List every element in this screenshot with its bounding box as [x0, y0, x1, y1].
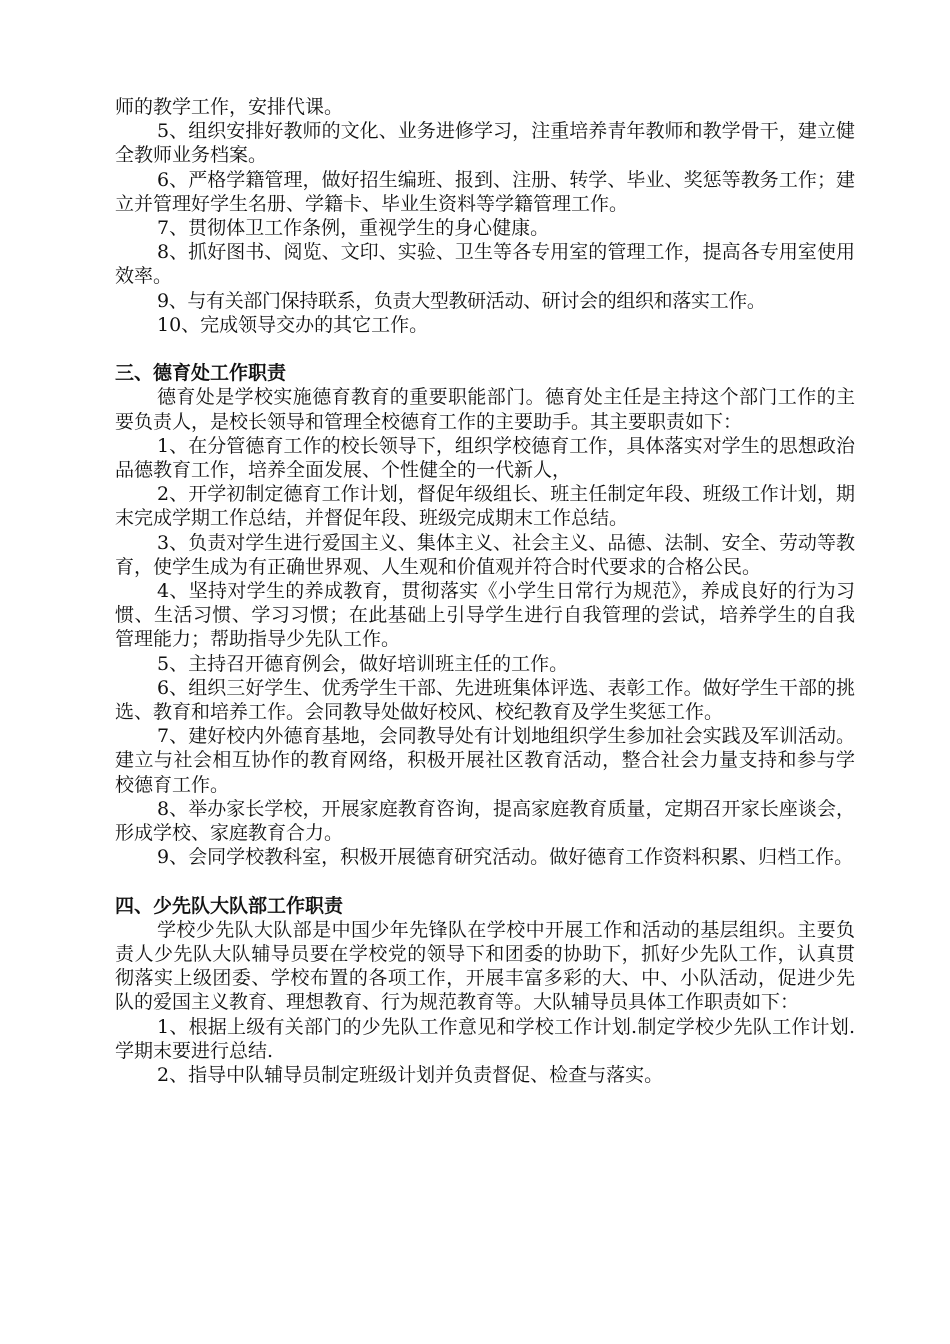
section4-heading: 四、少先队大队部工作职责	[115, 894, 344, 917]
section3-item: 4、坚持对学生的养成教育，贯彻落实《小学生日常行为规范》，养成良好的行为习惯、生活习惯、学习习惯；在此基础上引导学生进行自我管理的尝试，培养学生的自我管理能力；帮助指导少先队工作。	[115, 580, 855, 651]
section2-item-5: 5、组织安排好教师的文化、业务进修学习，注重培养青年教师和教学骨干，建立健全教师业务档案。	[115, 120, 855, 167]
section3-item: 1、在分管德育工作的校长领导下，组织学校德育工作，具体落实对学生的思想政治品德教育工作，培养全面发展、个性健全的一代新人，	[115, 434, 855, 482]
section3-heading: 三、德育处工作职责	[115, 362, 287, 385]
section2-continuation: 师的教学工作，安排代课。	[115, 96, 344, 118]
section4-item: 2、指导中队辅导员制定班级计划并负责督促、检查与落实。	[157, 1064, 664, 1087]
section2-item-8: 8、抓好图书、阅览、文印、实验、卫生等各专用室的管理工作，提高各专用室使用效率。	[115, 241, 855, 288]
section3-item: 6、组织三好学生、优秀学生干部、先进班集体评选、表彰工作。做好学生干部的挑选、教育和培养工作。会同教导处做好校风、校纪教育及学生奖惩工作。	[115, 676, 855, 724]
section2-item-6: 6、严格学籍管理，做好招生编班、报到、注册、转学、毕业、奖惩等教务工作；建立并管理好学生名册、学籍卡、毕业生资料等学籍管理工作。	[115, 168, 855, 215]
section4-intro: 学校少先队大队部是中国少年先锋队在学校中开展工作和活动的基层组织。主要负责人少先队大队辅导员要在学校党的领导下和团委的协助下，抓好少先队工作，认真贯彻落实上级团委、学校布置的各项工作，开展丰富多彩的大、中、小队活动，促进少先队的爱国主义教育、理想教育、行为规范教育等。大队辅导员具体工作职责如下：	[115, 918, 855, 1014]
section3-intro: 德育处是学校实施德育教育的重要职能部门。德育处主任是主持这个部门工作的主要负责人，是校长领导和管理全校德育工作的主要助手。其主要职责如下：	[115, 386, 855, 433]
section3-item: 7、建好校内外德育基地，会同教导处有计划地组织学生参加社会实践及军训活动。建立与社会相互协作的教育网络，积极开展社区教育活动，整合社会力量支持和参与学校德育工作。	[115, 725, 855, 796]
section2-item-9: 9、与有关部门保持联系，负责大型教研活动、研讨会的组织和落实工作。	[157, 289, 766, 312]
section3-item: 2、开学初制定德育工作计划，督促年级组长、班主任制定年段、班级工作计划，期末完成学期工作总结，并督促年段、班级完成期末工作总结。	[115, 483, 855, 530]
section2-item-10: 10、完成领导交办的其它工作。	[157, 313, 429, 336]
section3-item: 9、会同学校教科室，积极开展德育研究活动。做好德育工作资料积累、归档工作。	[157, 846, 854, 869]
document-page	[115, 95, 855, 1087]
section3-item: 8、举办家长学校，开展家庭教育咨询，提高家庭教育质量，定期召开家长座谈会，形成学校、家庭教育合力。	[115, 797, 855, 845]
blank-line	[115, 337, 855, 361]
section4-item: 1、根据上级有关部门的少先队工作意见和学校工作计划.制定学校少先队工作计划.学期末要进行总结.	[115, 1015, 855, 1062]
blank-line	[115, 869, 855, 893]
section3-item: 5、主持召开德育例会，做好培训班主任的工作。	[157, 652, 569, 675]
section3-item: 3、负责对学生进行爱国主义、集体主义、社会主义、品德、法制、安全、劳动等教育，使学生成为有正确世界观、人生观和价值观并符合时代要求的合格公民。	[115, 531, 855, 578]
section2-item-7: 7、贯彻体卫工作条例，重视学生的身心健康。	[157, 217, 550, 240]
